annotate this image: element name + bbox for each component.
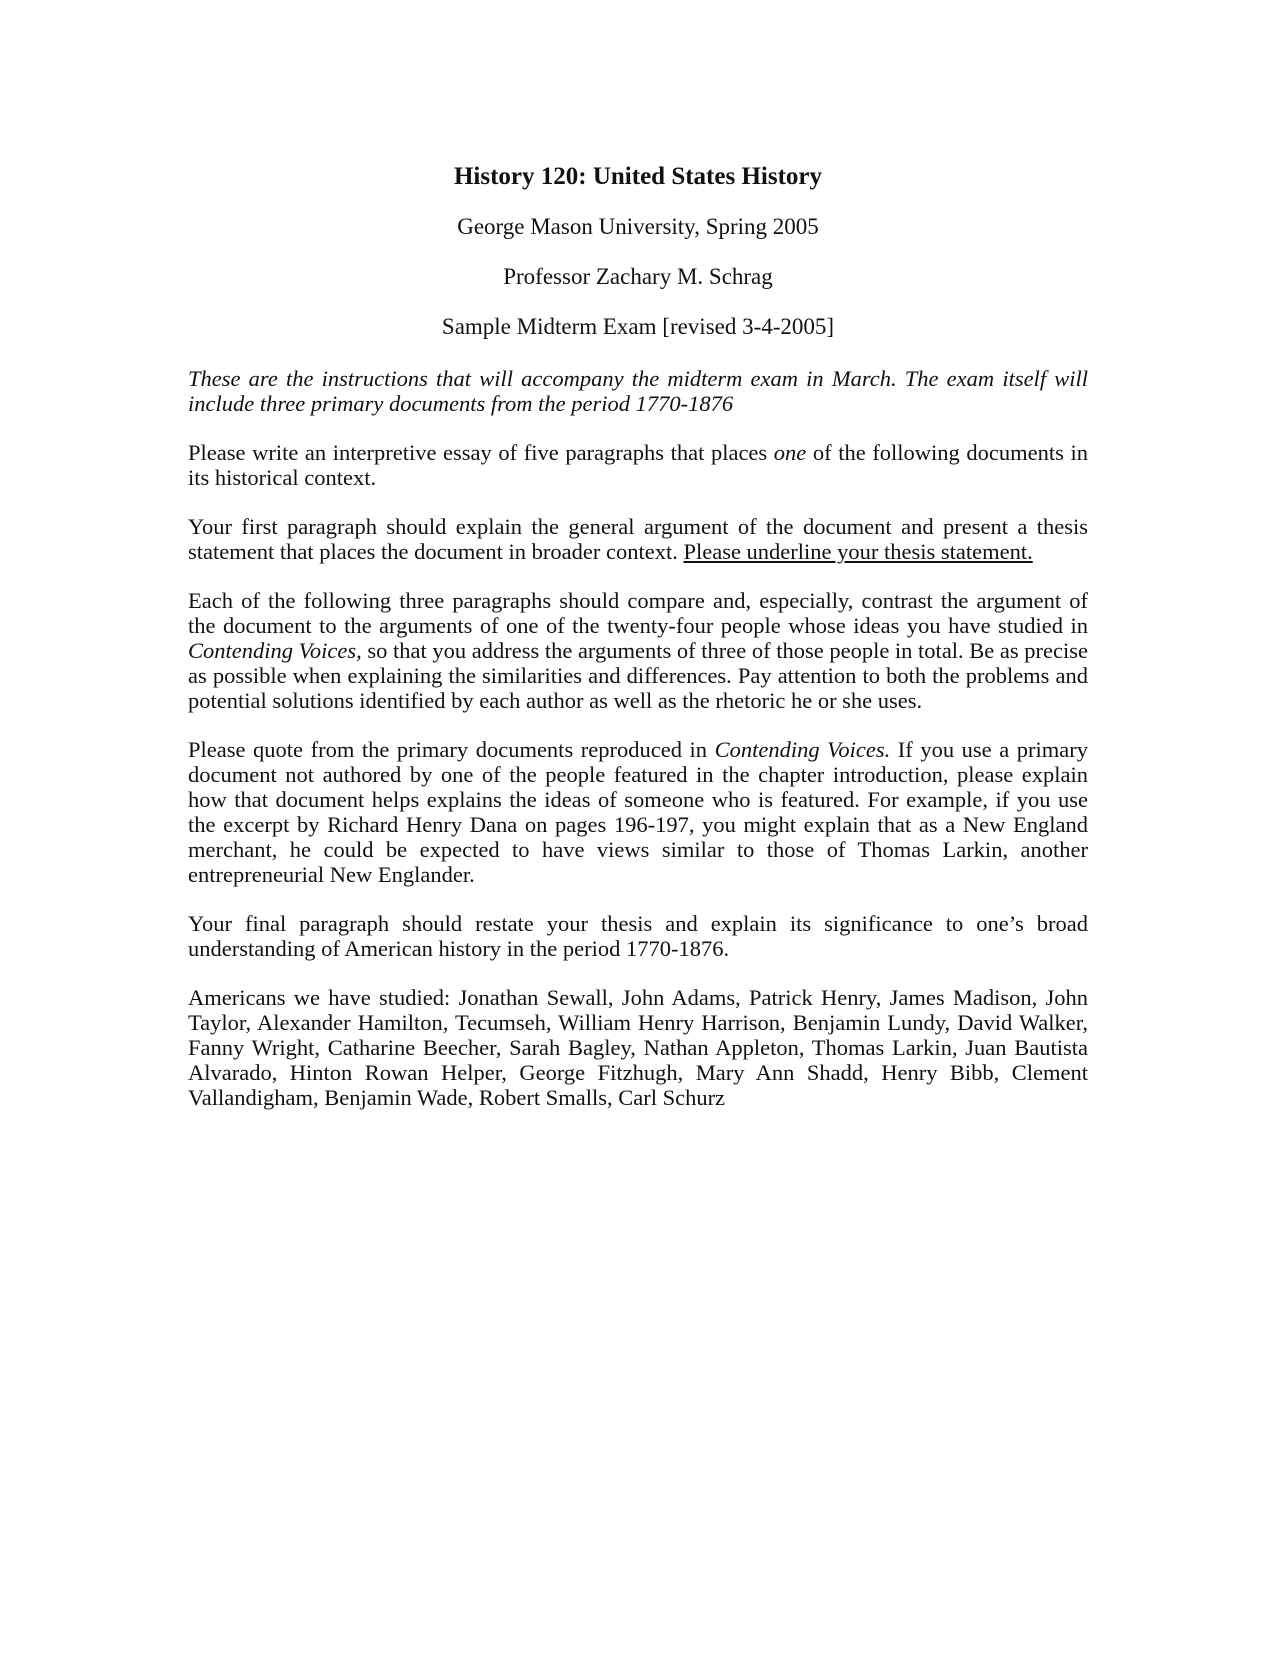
paragraph-text: Your first paragraph should explain the general argument of the document and present a thesis statement that places the document in broader context. [188,514,1088,564]
document-page [188,162,1088,1134]
book-title: Contending Voices, [188,638,362,663]
paragraph-final: Your final paragraph should restate your thesis and explain its significance to one’s broad understanding of American history in the period 1770-1876. [188,911,1088,961]
paragraph-first-paragraph [188,514,1088,564]
paragraph-text: so that you address the arguments of three of those people in total. Be as precise as possible when explaining the similarities and differences. Pay attention to both the problems and potential solutions identified by each author as well as the rhetoric he or she uses. [188,638,1088,713]
paragraph-text: Please write an interpretive essay of five paragraphs that places [188,440,774,465]
paragraph-quote-instructions [188,737,1088,887]
paragraph-text: of the following documents in its historical context. [188,440,1088,490]
paragraph-three-paragraphs [188,588,1088,713]
book-title: Contending Voices. [714,737,891,762]
paragraph-text: If you use a primary document not authored by one of the people featured in the chapter introduction, please explain how that document helps explains the ideas of someone who is featured. For example, if you use the excerpt by Richard Henry Dana on pages 196-197, you might explain that as a New England merchant, he could be expected to have views similar to those of Thomas Larkin, another entrepreneurial New Englander. [188,737,1088,887]
university-line: George Mason University, Spring 2005 [457,214,819,239]
exam-line: Sample Midterm Exam [revised 3-4-2005] [441,314,835,339]
paragraph-text: Each of the following three paragraphs should compare and, especially, contrast the argument of the document to the arguments of one of the twenty-four people whose ideas you have studied in [188,588,1088,638]
underlined-instruction: Please underline your thesis statement. [683,539,1033,564]
intro-paragraph: These are the instructions that will accompany the midterm exam in March. The exam itself will include three primary documents from the period 1770-1876 [188,366,1088,416]
paragraph-americans-list: Americans we have studied: Jonathan Sewall, John Adams, Patrick Henry, James Madison, John Taylor, Alexander Hamilton, Tecumseh, William Henry Harrison, Benjamin Lundy, David Walker, Fanny Wright, Catharine Beecher, Sarah Bagley, Nathan Appleton, Thomas Larkin, Juan Bautista Alvarado, Hinton Rowan Helper, George Fitzhugh, Mary Ann Shadd, Henry Bibb, Clement Vallandigham, Benjamin Wade, Robert Smalls, Carl Schurz [188,985,1088,1110]
page-title: History 120: United States History [453,163,823,190]
paragraph-essay-instructions [188,440,1088,490]
professor-line: Professor Zachary M. Schrag [503,264,773,289]
paragraph-text: Please quote from the primary documents reproduced in [188,737,715,762]
emphasized-word: one [773,440,807,465]
document-header [188,162,1088,342]
